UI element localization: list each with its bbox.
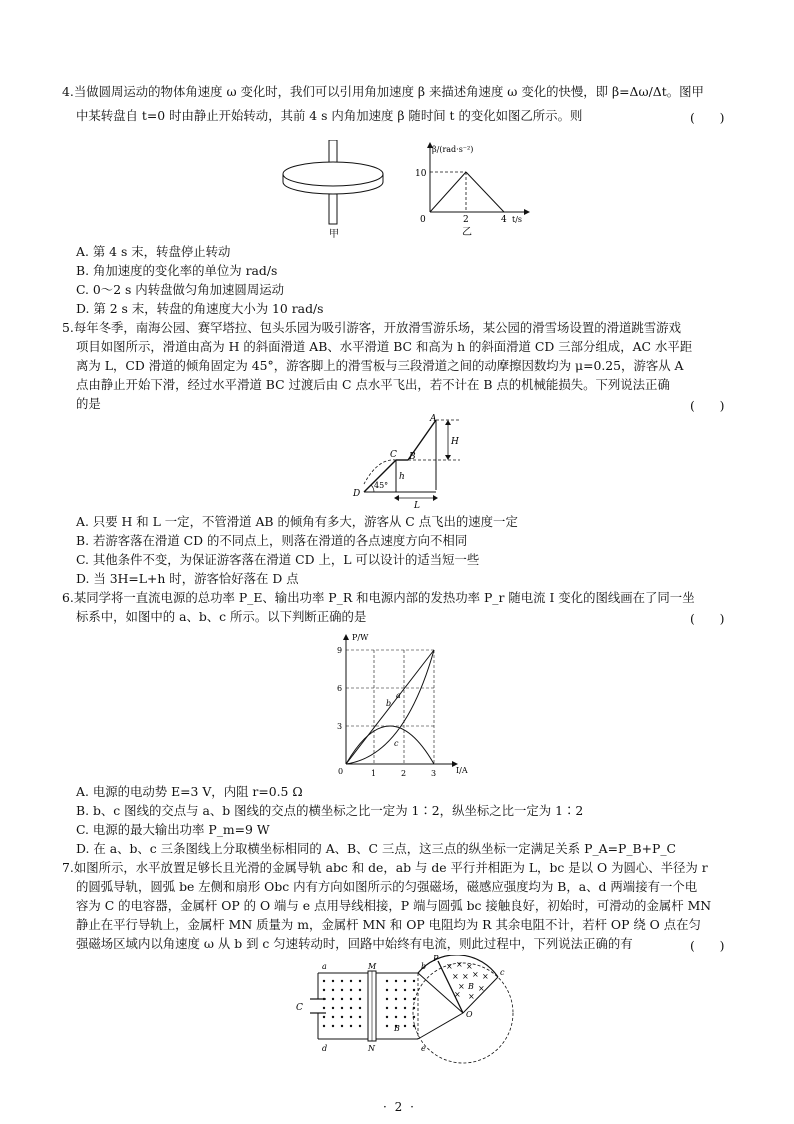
q6-line-2: 标系中，如图中的 a、b、c 所示。以下判断正确的是 [76,609,367,624]
q5-line-2: 项目如图所示，滑道由高为 H 的斜面滑道 AB、水平滑道 BC 和高为 h 的斜面滑道 CD 三部分组成，AC 水平距 [76,339,693,354]
field-dot [386,998,388,1000]
field-dot [341,989,343,991]
q6-option-d: D. 在 a、b、c 三条图线上分取横坐标相同的 A、B、C 三点，这三点的纵坐标一定满足关系 P_A=P_B+P_C [76,841,677,856]
q4-option-c: C. 0～2 s 内转盘做匀角加速圆周运动 [76,282,284,297]
q6-graph-ylabel: P/W [352,633,369,642]
q4-graph-origin: 0 [420,215,426,225]
field-dot [359,1025,361,1027]
field-cross: × [478,984,485,993]
field-dot [413,980,415,982]
q6-option-c: C. 电源的最大输出功率 P_m=9 W [76,822,270,837]
q6-line-1: 6.某同学将一直流电源的总功率 P_E、输出功率 P_R 和电源内部的发热功率 P_r 随电流 I 变化的图线画在了同一坐 [62,590,695,605]
field-dot [359,989,361,991]
q5-fig-label-b: B [409,452,416,462]
q4-line-1: 4.当做圆周运动的物体角速度 ω 变化时，我们可以引用角加速度 β 来描述角速度 ω 变化的快慢，即 β=Δω/Δt。图甲 [62,84,704,99]
field-dot [404,1025,406,1027]
q4-fig-label-jia: 甲 [329,229,339,240]
q7-label-c: c [500,968,505,977]
q7-label-a: a [322,962,327,971]
field-dot [341,998,343,1000]
field-dot [404,998,406,1000]
field-dot [323,1016,325,1018]
q5-fig-label-l: L [414,501,420,510]
field-dot [413,989,415,991]
field-dot [323,989,325,991]
field-dot [395,998,397,1000]
q5-line-5: 的是 [76,396,101,411]
field-dot [404,989,406,991]
q6-graph-ytick-6: 6 [337,684,343,693]
q7-label-n: N [368,1044,375,1053]
field-dot [341,980,343,982]
field-dot [359,980,361,982]
q6-graph-xtick-1: 1 [371,769,377,778]
q6-power-graph [334,628,474,783]
q4-option-b: B. 角加速度的变化率的单位为 rad/s [76,263,278,278]
q5-option-b: B. 若游客落在滑道 CD 的不同点上，则落在滑道的各点速度方向不相同 [76,533,468,548]
field-dot [323,1025,325,1027]
q5-fig-label-c: C [390,450,397,460]
q7-line-5: 强磁场区域内以角速度 ω 从 b 到 c 匀速转动时，回路中始终有电流，则此过程中，下列说法正确的有 [76,936,633,951]
field-dot [395,980,397,982]
q6-curve-label-a: a [396,691,401,700]
field-dot [350,1025,352,1027]
field-dot [323,980,325,982]
field-dot [404,1007,406,1009]
field-dot [395,1007,397,1009]
field-dot [323,1007,325,1009]
field-cross: × [452,972,459,981]
q5-fig-label-h-lower: h [399,472,405,482]
q6-graph-xtick-3: 3 [431,769,437,778]
q5-fig-label-d: D [353,489,361,499]
q4-graph-xlabel: t/s [512,215,523,224]
q6-graph-xtick-2: 2 [401,769,407,778]
field-cross: × [454,990,461,999]
q4-option-a: A. 第 4 s 末，转盘停止转动 [76,244,231,259]
field-dot [386,1016,388,1018]
field-dot [350,980,352,982]
q4-turntable-figure [278,140,388,243]
q6-curve-label-b: b [386,699,392,708]
field-dot [395,989,397,991]
field-cross: × [462,972,469,981]
field-dot [341,1016,343,1018]
q7-label-m: M [368,962,377,971]
q4-option-d: D. 第 2 s 末，转盘的角速度大小为 10 rad/s [76,301,324,316]
q7-label-e: e [421,1044,426,1053]
field-dot [332,980,334,982]
q5-ski-slope-figure [348,414,468,513]
q7-line-3: 容为 C 的电容器，金属杆 OP 的 O 端与 e 点用导线相接，P 端与圆弧 bc 接触良好，初始时，可滑动的金属杆 MN [76,898,712,913]
page-number: · 2 · [383,1100,416,1114]
field-dot [404,1016,406,1018]
q5-fig-label-h-upper: H [451,437,459,447]
q7-line-1: 7.如图所示，水平放置足够长且光滑的金属导轨 abc 和 de，ab 与 de 平行并相距为 L，bc 是以 O 为圆心、半径为 r [62,860,708,875]
q4-graph-xtick-4: 4 [501,215,507,225]
field-dot [332,1016,334,1018]
field-cross: × [482,972,489,981]
q4-graph-caption: 乙 [462,227,472,236]
field-cross: × [446,962,453,971]
q6-graph-origin: 0 [338,767,344,776]
q7-line-2: 的圆弧导轨，圆弧 be 左侧和扇形 Obc 内有方向如图所示的匀强磁场，磁感应强度均为 B，a、d 两端接有一个电 [76,879,698,894]
field-dot [404,980,406,982]
field-cross: × [468,992,475,1001]
field-cross: × [472,970,479,979]
q6-curve-label-c: c [394,739,399,748]
field-dot [359,998,361,1000]
q5-option-c: C. 其他条件不变，为保证游客落在滑道 CD 上，L 可以设计的适当短一些 [76,552,480,567]
q7-circuit-figure [288,955,538,1068]
field-cross: × [466,962,473,971]
q7-line-4: 静止在平行导轨上，金属杆 MN 质量为 m，金属杆 MN 和 OP 电阻均为 R 其余电阻不计，若杆 OP 绕 O 点在匀 [76,917,701,932]
q6-option-b: B. b、c 图线的交点与 a、b 图线的交点的横坐标之比一定为 1∶2，纵坐标之比一定为 1∶2 [76,803,584,818]
q7-label-field-left: B [394,1024,400,1033]
field-cross: × [456,960,463,969]
q5-option-d: D. 当 3H=L+h 时，游客恰好落在 D 点 [76,571,299,586]
q5-line-1: 5.每年冬季，南海公园、赛罕塔拉、包头乐园为吸引游客，开放滑雪游乐场，某公园的滑雪场设置的滑道跳雪游戏 [62,320,681,335]
field-dot [332,989,334,991]
q7-label-capacitor: C [296,1003,303,1013]
q6-graph-ytick-3: 3 [337,722,343,731]
field-dot [332,1025,334,1027]
q5-fig-label-a: A [430,414,437,424]
q4-beta-graph [412,140,542,239]
field-dot [386,989,388,991]
q7-label-d: d [322,1044,328,1053]
q6-answer-paren: ( ) [690,611,725,626]
q6-graph-ytick-9: 9 [337,646,343,655]
field-dot [359,1016,361,1018]
field-dot [386,1025,388,1027]
field-dot [386,1007,388,1009]
q4-line-2: 中某转盘自 t=0 时由静止开始转动，其前 4 s 内角加速度 β 随时间 t 的变化如图乙所示。则 [76,108,583,123]
q6-option-a: A. 电源的电动势 E=3 V，内阻 r=0.5 Ω [76,784,303,799]
q7-answer-paren: ( ) [690,938,725,953]
field-dot [341,1007,343,1009]
q5-fig-label-angle: 45° [374,481,389,490]
field-dot [350,1007,352,1009]
q4-answer-paren: ( ) [690,110,725,125]
q7-label-o: O [466,1010,473,1019]
q4-graph-ytick-10: 10 [415,169,427,179]
field-dot [332,1007,334,1009]
q4-graph-ylabel: β/(rad·s⁻²) [432,145,474,154]
field-cross: × [458,982,465,991]
field-dot [395,1016,397,1018]
field-dot [332,998,334,1000]
q5-answer-paren: ( ) [690,398,725,413]
q4-graph-xtick-2: 2 [463,215,469,225]
q5-line-4: 点由静止开始下滑，经过水平滑道 BC 过渡后由 C 点水平飞出，若不计在 B 点的机械能损失。下列说法正确 [76,377,670,392]
q7-label-b: b [421,962,427,971]
field-dot [350,989,352,991]
q7-label-p: P [433,955,439,963]
q7-label-field-right: B [468,982,474,991]
field-dot [386,980,388,982]
q5-option-a: A. 只要 H 和 L 一定，不管滑道 AB 的倾角有多大，游客从 C 点飞出的速度一定 [76,514,518,529]
field-dot [350,998,352,1000]
q6-graph-xlabel: I/A [456,766,468,775]
field-dot [341,1025,343,1027]
q5-line-3: 离为 L，CD 滑道的倾角固定为 45°，游客脚上的滑雪板与三段滑道之间的动摩擦因数均为 μ=0.25，游客从 A [76,358,684,373]
field-dot [359,1007,361,1009]
field-dot [350,1016,352,1018]
